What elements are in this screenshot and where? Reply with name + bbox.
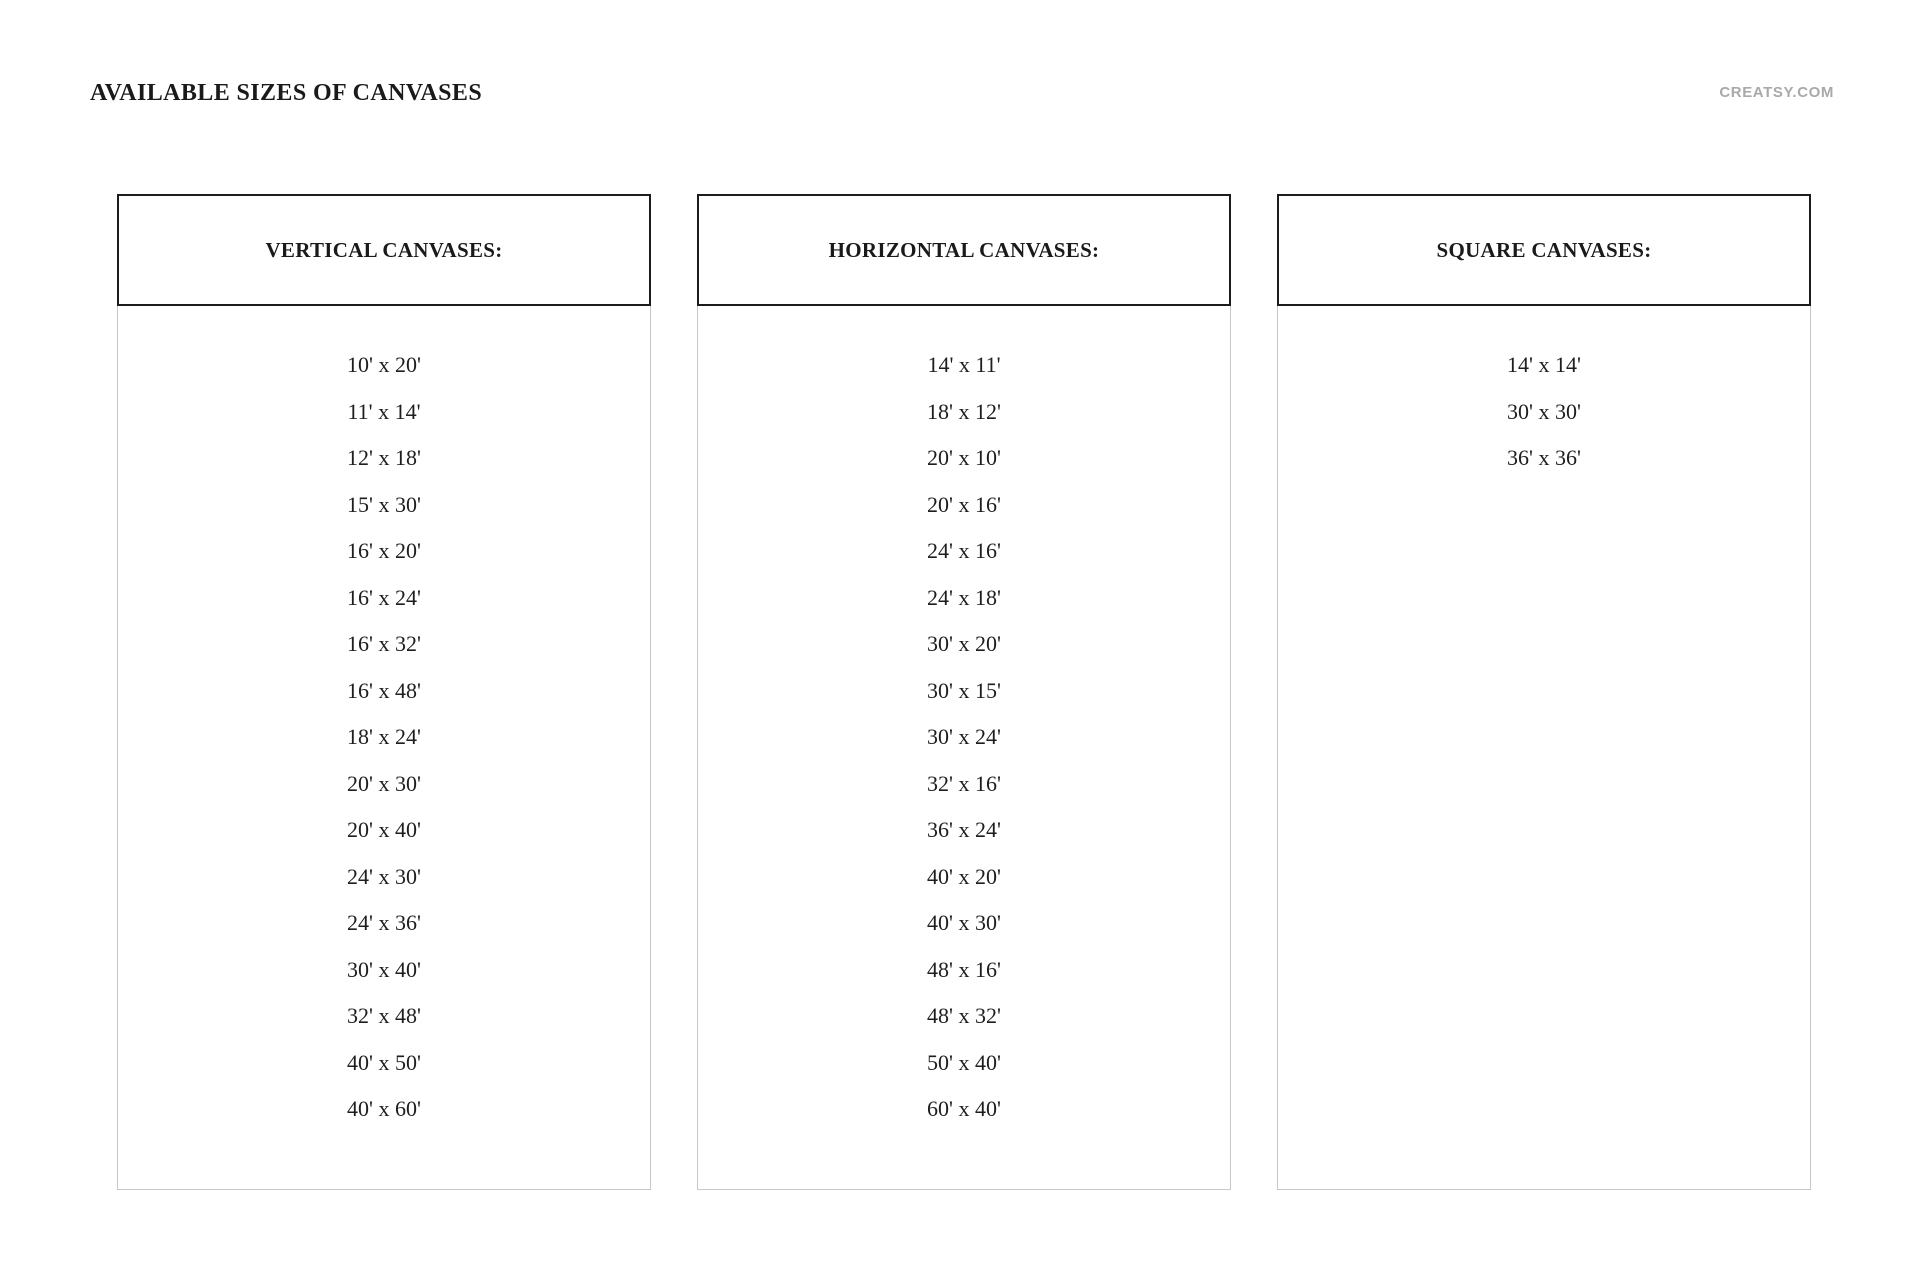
size-item: 20' x 40'	[347, 817, 421, 842]
column-header-vertical	[117, 194, 651, 306]
size-item: 36' x 36'	[1507, 445, 1581, 470]
size-item: 30' x 24'	[927, 724, 1001, 749]
size-list-square	[1277, 306, 1811, 1190]
size-item: 32' x 16'	[927, 770, 1001, 796]
canvas-size-columns	[117, 194, 1811, 1190]
size-item: 18' x 24'	[347, 724, 421, 749]
size-item: 50' x 40'	[927, 1049, 1001, 1075]
size-item: 32' x 48'	[347, 1003, 421, 1028]
size-item: 24' x 30'	[347, 863, 421, 889]
size-item: 48' x 32'	[927, 1003, 1001, 1028]
size-item: 40' x 30'	[927, 910, 1001, 935]
size-item: 60' x 40'	[927, 1096, 1001, 1121]
size-item: 16' x 48'	[347, 677, 421, 703]
size-list-vertical	[117, 306, 651, 1190]
size-item: 40' x 50'	[347, 1049, 421, 1075]
column-header-label: VERTICAL CANVASES:	[265, 237, 503, 262]
watermark-brand-text: CREATSY.COM	[1719, 84, 1834, 101]
size-item: 14' x 11'	[927, 352, 1001, 377]
size-item: 24' x 18'	[927, 584, 1001, 610]
size-item: 30' x 40'	[347, 956, 421, 982]
size-item: 30' x 20'	[927, 631, 1001, 656]
size-item: 36' x 24'	[927, 817, 1001, 842]
size-item: 24' x 16'	[927, 538, 1001, 563]
size-item: 40' x 60'	[347, 1096, 421, 1121]
size-item: 14' x 14'	[1507, 352, 1581, 377]
column-horizontal-canvases	[697, 194, 1231, 1190]
size-item: 10' x 20'	[347, 352, 421, 377]
size-item: 16' x 32'	[347, 631, 421, 656]
size-item: 20' x 16'	[927, 491, 1001, 517]
size-item: 20' x 30'	[347, 770, 421, 796]
size-item: 16' x 24'	[347, 584, 421, 610]
column-header-horizontal	[697, 194, 1231, 306]
column-header-square	[1277, 194, 1811, 306]
size-item: 18' x 12'	[927, 398, 1001, 424]
size-item: 20' x 10'	[927, 445, 1001, 470]
column-square-canvases	[1277, 194, 1811, 1190]
page-title: AVAILABLE SIZES OF CANVASES	[90, 80, 483, 106]
size-item: 40' x 20'	[927, 863, 1001, 889]
column-header-label: HORIZONTAL CANVASES:	[828, 237, 1100, 262]
size-item: 12' x 18'	[347, 445, 421, 470]
size-item: 30' x 30'	[1507, 398, 1581, 424]
column-vertical-canvases	[117, 194, 651, 1190]
size-item: 48' x 16'	[927, 956, 1001, 982]
size-item: 15' x 30'	[347, 491, 421, 517]
size-item: 11' x 14'	[347, 398, 421, 424]
size-item: 16' x 20'	[347, 538, 421, 563]
size-item: 24' x 36'	[347, 910, 421, 935]
size-list-horizontal	[697, 306, 1231, 1190]
size-item: 30' x 15'	[927, 677, 1001, 703]
column-header-label: SQUARE CANVASES:	[1436, 237, 1652, 262]
